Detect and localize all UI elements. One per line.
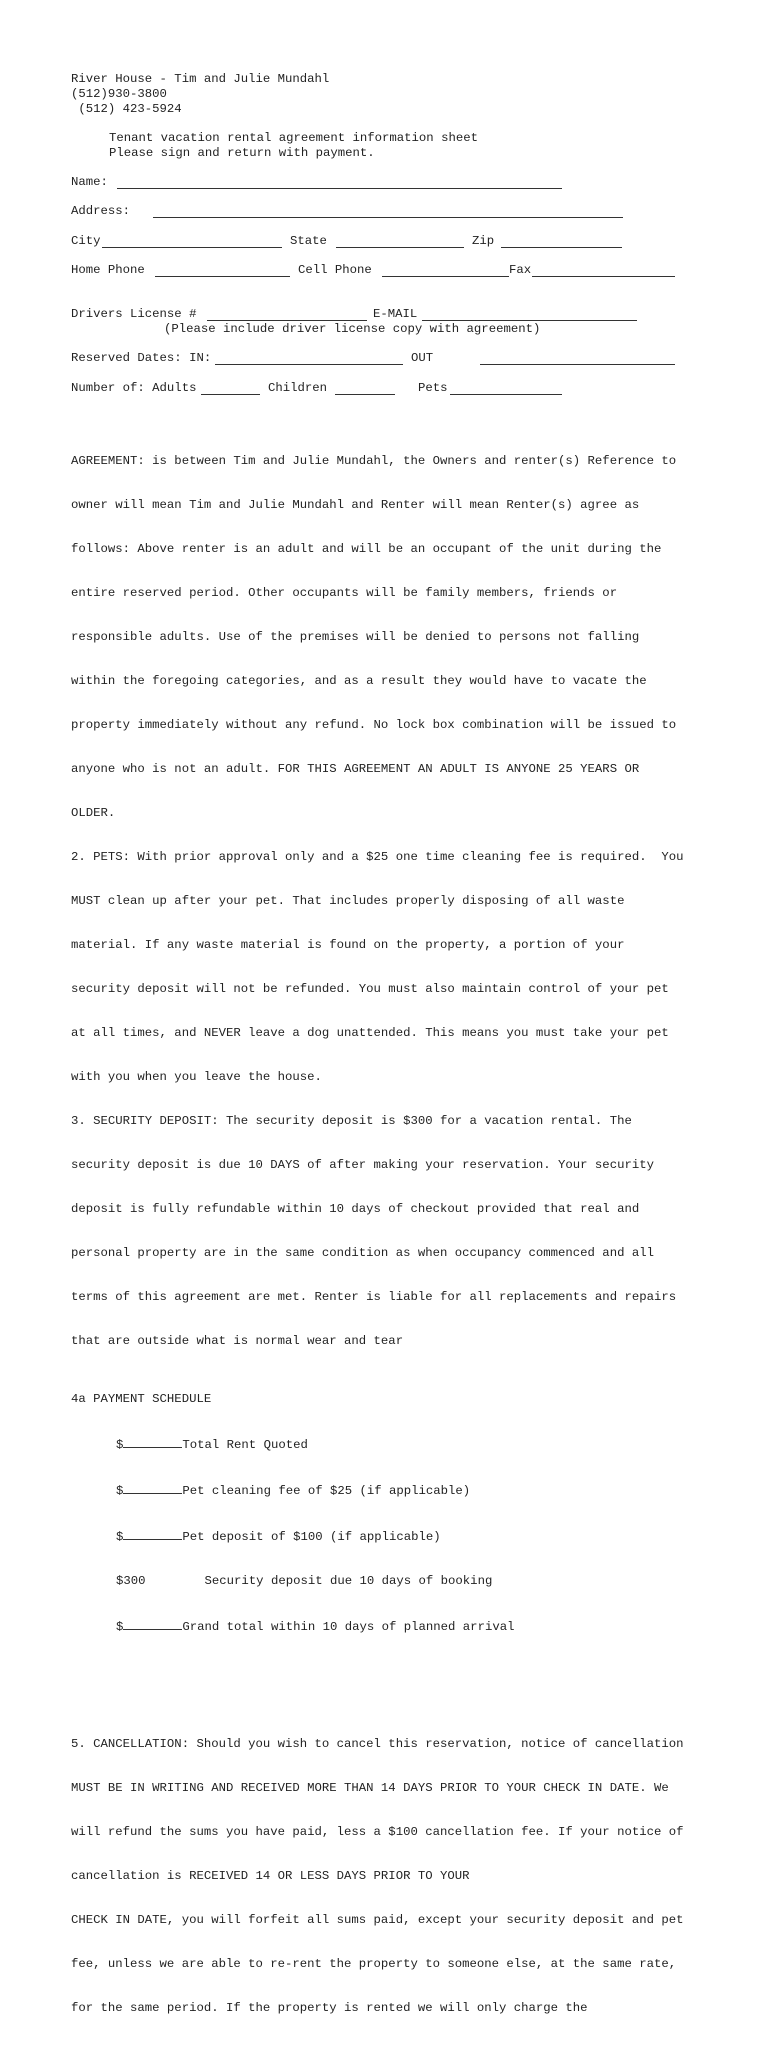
cancellation-clause-line: CHECK IN DATE, you will forfeit all sums paid, except your security deposit and pet xyxy=(71,1913,684,1928)
state-field[interactable] xyxy=(336,247,464,248)
agreement-line: anyone who is not an adult. FOR THIS AGREEMENT AN ADULT IS ANYONE 25 YEARS OR xyxy=(71,762,640,777)
adults-label: Number of: Adults xyxy=(71,381,197,395)
pets-clause-line: MUST clean up after your pet. That includes properly disposing of all waste xyxy=(71,894,625,908)
grand-total-field[interactable] xyxy=(123,1618,182,1630)
checkin-date-field[interactable] xyxy=(215,364,403,365)
name-label: Name: xyxy=(71,175,108,189)
children-field[interactable] xyxy=(335,394,395,395)
city-field[interactable] xyxy=(102,247,282,248)
agreement-line: follows: Above renter is an adult and will be an occupant of the unit during the xyxy=(71,542,662,557)
payment-item: $ Grand total within 10 days of planned arrival xyxy=(116,1620,515,1635)
agreement-line: OLDER. xyxy=(71,806,116,821)
pets-clause-line: security deposit will not be refunded. You must also maintain control of your pet xyxy=(71,981,669,996)
license-label: Drivers License # xyxy=(71,307,197,321)
deposit-clause-line: terms of this agreement are met. Renter is liable for all replacements and repairs xyxy=(71,1289,677,1304)
children-label: Children xyxy=(268,381,328,395)
header-phone-2: (512) 423-5924 xyxy=(71,102,182,116)
email-field[interactable] xyxy=(422,320,637,321)
address-label: Address: xyxy=(71,204,131,218)
adults-field[interactable] xyxy=(201,394,260,395)
pet-cleaning-fee-field[interactable] xyxy=(123,1482,182,1494)
agreement-line: entire reserved period. Other occupants will be family members, friends or xyxy=(71,586,618,601)
payment-item: $ Total Rent Quoted xyxy=(116,1438,308,1453)
address-field[interactable] xyxy=(153,217,623,218)
agreement-line: responsible adults. Use of the premises will be denied to persons not falling xyxy=(71,630,640,645)
pets-field[interactable] xyxy=(450,394,562,395)
cancellation-clause-line: fee, unless we are able to re-rent the property to someone else, at the same rate, xyxy=(71,1957,677,1972)
name-field[interactable] xyxy=(117,188,562,189)
deposit-clause-line: that are outside what is normal wear and tear xyxy=(71,1333,404,1348)
header-title: River House - Tim and Julie Mundahl xyxy=(71,72,330,86)
license-field[interactable] xyxy=(207,320,367,321)
cell-phone-field[interactable] xyxy=(382,276,509,277)
cancellation-clause-line: MUST BE IN WRITING AND RECEIVED MORE THAN 14 DAYS PRIOR TO YOUR CHECK IN DATE. We xyxy=(71,1781,669,1796)
cancellation-clause-line: for the same period. If the property is rented we will only charge the xyxy=(71,2001,588,2016)
home-phone-label: Home Phone xyxy=(71,263,145,277)
deposit-clause-line: deposit is fully refundable within 10 days of checkout provided that real and xyxy=(71,1201,640,1216)
payment-item: $300 Security deposit due 10 days of booking xyxy=(116,1574,493,1589)
pets-clause-line: 2. PETS: With prior approval only and a $25 one time cleaning fee is required. You xyxy=(71,850,684,865)
state-label: State xyxy=(290,234,327,248)
zip-field[interactable] xyxy=(501,247,622,248)
zip-label: Zip xyxy=(472,234,495,248)
out-label: OUT xyxy=(411,351,434,365)
pet-deposit-field[interactable] xyxy=(123,1528,182,1540)
payment-schedule-heading: 4a PAYMENT SCHEDULE xyxy=(71,1392,212,1407)
pets-clause-line: with you when you leave the house. xyxy=(71,1069,322,1084)
payment-item: $ Pet deposit of $100 (if applicable) xyxy=(116,1530,441,1545)
intro-instructions: Please sign and return with payment. xyxy=(109,146,375,160)
cancellation-clause-line: will refund the sums you have paid, less a $100 cancellation fee. If your notice of xyxy=(71,1825,684,1840)
email-label: E-MAIL xyxy=(373,307,418,321)
total-rent-field[interactable] xyxy=(123,1436,182,1448)
header-phone-1: (512)930-3800 xyxy=(71,87,167,101)
cancellation-clause-line: 5. CANCELLATION: Should you wish to cancel this reservation, notice of cancellation xyxy=(71,1737,684,1752)
license-note: (Please include driver license copy with agreement) xyxy=(164,322,541,336)
pets-clause-line: at all times, and NEVER leave a dog unattended. This means you must take your pet xyxy=(71,1025,669,1040)
deposit-clause-line: security deposit is due 10 DAYS of after making your reservation. Your security xyxy=(71,1157,654,1172)
cell-phone-label: Cell Phone xyxy=(298,263,372,277)
agreement-line: within the foregoing categories, and as a result they would have to vacate the xyxy=(71,674,647,689)
pets-label: Pets xyxy=(418,381,448,395)
fax-field[interactable] xyxy=(532,276,675,277)
intro-title: Tenant vacation rental agreement information sheet xyxy=(109,131,478,145)
deposit-clause-line: 3. SECURITY DEPOSIT: The security deposit is $300 for a vacation rental. The xyxy=(71,1113,632,1128)
home-phone-field[interactable] xyxy=(155,276,290,277)
payment-item: $ Pet cleaning fee of $25 (if applicable) xyxy=(116,1484,471,1499)
cancellation-clause-line: cancellation is RECEIVED 14 OR LESS DAYS PRIOR TO YOUR xyxy=(71,1869,470,1884)
reserved-dates-label: Reserved Dates: IN: xyxy=(71,351,212,365)
agreement-text xyxy=(71,425,711,2045)
pets-clause-line: material. If any waste material is found on the property, a portion of your xyxy=(71,937,625,952)
agreement-line: AGREEMENT: is between Tim and Julie Mundahl, the Owners and renter(s) Reference to xyxy=(71,454,677,469)
agreement-line: property immediately without any refund. No lock box combination will be issued to xyxy=(71,718,677,733)
deposit-clause-line: personal property are in the same condition as when occupancy commenced and all xyxy=(71,1245,654,1260)
city-label: City xyxy=(71,234,101,248)
checkout-date-field[interactable] xyxy=(480,364,675,365)
agreement-line: owner will mean Tim and Julie Mundahl and Renter will mean Renter(s) agree as xyxy=(71,498,640,513)
fax-label: Fax xyxy=(509,263,532,277)
